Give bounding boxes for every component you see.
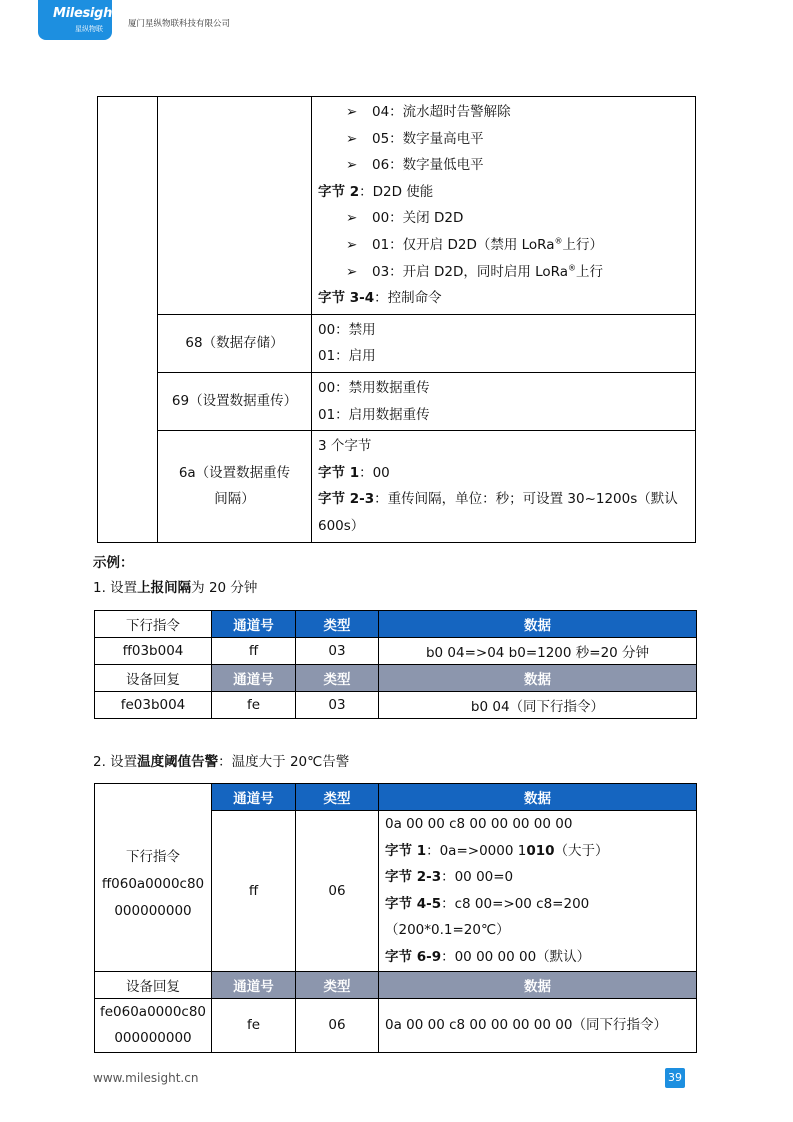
command-values: 00：禁用数据重传 01：启用数据重传 (312, 372, 696, 430)
byte-line: 字节 2：D2D 使能 (318, 183, 434, 200)
list-item: ➢ 04：流水超时告警解除 (318, 99, 689, 126)
channel-header: 通道号 (212, 784, 296, 811)
empty-cell (158, 97, 312, 315)
row-label: 下行指令 (95, 611, 212, 638)
channel-header: 通道号 (212, 971, 296, 998)
data-value: 0a 00 00 c8 00 00 00 00 00 字节 1：0a=>0000 1010（大于） 字节 2-3：00 00=0 字节 4-5：c8 00=>00 c8=200（200*0.1=20℃） 字节 6-9：00 00 00 00（默认） (379, 811, 697, 972)
data-header: 数据 (379, 784, 697, 811)
channel-value: ff (212, 638, 296, 665)
example-1-table (94, 610, 697, 719)
arrow-icon: ➢ (346, 157, 358, 174)
data-value: b0 04（同下行指令） (379, 692, 697, 719)
example-1-title: 1. 设置上报间隔为 20 分钟 (93, 580, 258, 596)
data-value: b0 04=>04 b0=1200 秒=20 分钟 (379, 638, 697, 665)
empty-cell (98, 97, 158, 543)
footer-url: www.milesight.cn (93, 1071, 199, 1085)
command-code: 6a（设置数据重传 间隔） (158, 431, 312, 542)
row-label: 设备回复 (95, 971, 212, 998)
type-value: 03 (296, 638, 379, 665)
list-item: ➢ 05：数字量高电平 (318, 126, 689, 153)
type-value: 06 (296, 811, 379, 972)
data-value: 0a 00 00 c8 00 00 00 00 00（同下行指令） (379, 998, 697, 1052)
arrow-icon: ➢ (346, 210, 358, 227)
arrow-icon: ➢ (346, 130, 358, 147)
command-values: 3 个字节 字节 1：00 字节 2-3：重传间隔，单位：秒；可设置 30~1200s（默认 600s） (312, 431, 696, 542)
company-name: 厦门星纵物联科技有限公司 (128, 19, 231, 29)
command-hex: fe060a0000c80 000000000 (95, 998, 212, 1052)
data-header: 数据 (379, 971, 697, 998)
command-hex: ff03b004 (95, 638, 212, 665)
type-value: 03 (296, 692, 379, 719)
arrow-icon: ➢ (346, 236, 358, 253)
command-values: 00：禁用 01：启用 (312, 314, 696, 372)
data-header: 数据 (379, 611, 697, 638)
data-header: 数据 (379, 665, 697, 692)
list-item: ➢ 01：仅开启 D2D（禁用 LoRa®上行） (318, 232, 689, 259)
page-number: 39 (665, 1068, 685, 1088)
byte-line: 字节 3-4：控制命令 (318, 290, 442, 307)
list-item: ➢ 03：开启 D2D，同时启用 LoRa®上行 (318, 259, 689, 286)
command-hex: fe03b004 (95, 692, 212, 719)
channel-value: fe (212, 692, 296, 719)
channel-value: fe (212, 998, 296, 1052)
list-item: ➢ 06：数字量低电平 (318, 152, 689, 179)
example-2-table (94, 783, 697, 1053)
logo-subtext: 星纵物联 (75, 25, 103, 33)
brand-logo (38, 0, 118, 40)
channel-header: 通道号 (212, 665, 296, 692)
type-header: 类型 (296, 971, 379, 998)
example-heading: 示例： (93, 555, 134, 571)
logo-text: Milesight (53, 6, 118, 21)
list-item: ➢ 00：关闭 D2D (318, 205, 689, 232)
command-cell: 下行指令 ff060a0000c80 000000000 (95, 784, 212, 972)
command-code: 68（数据存储） (158, 314, 312, 372)
arrow-icon: ➢ (346, 263, 358, 280)
type-value: 06 (296, 998, 379, 1052)
d2d-description (312, 97, 696, 315)
command-code: 69（设置数据重传） (158, 372, 312, 430)
example-2-title: 2. 设置温度阈值告警：温度大于 20℃告警 (93, 754, 350, 770)
arrow-icon: ➢ (346, 104, 358, 120)
type-header: 类型 (296, 611, 379, 638)
type-header: 类型 (296, 784, 379, 811)
row-label: 设备回复 (95, 665, 212, 692)
type-header: 类型 (296, 665, 379, 692)
command-table (97, 96, 696, 543)
channel-header: 通道号 (212, 611, 296, 638)
channel-value: ff (212, 811, 296, 972)
